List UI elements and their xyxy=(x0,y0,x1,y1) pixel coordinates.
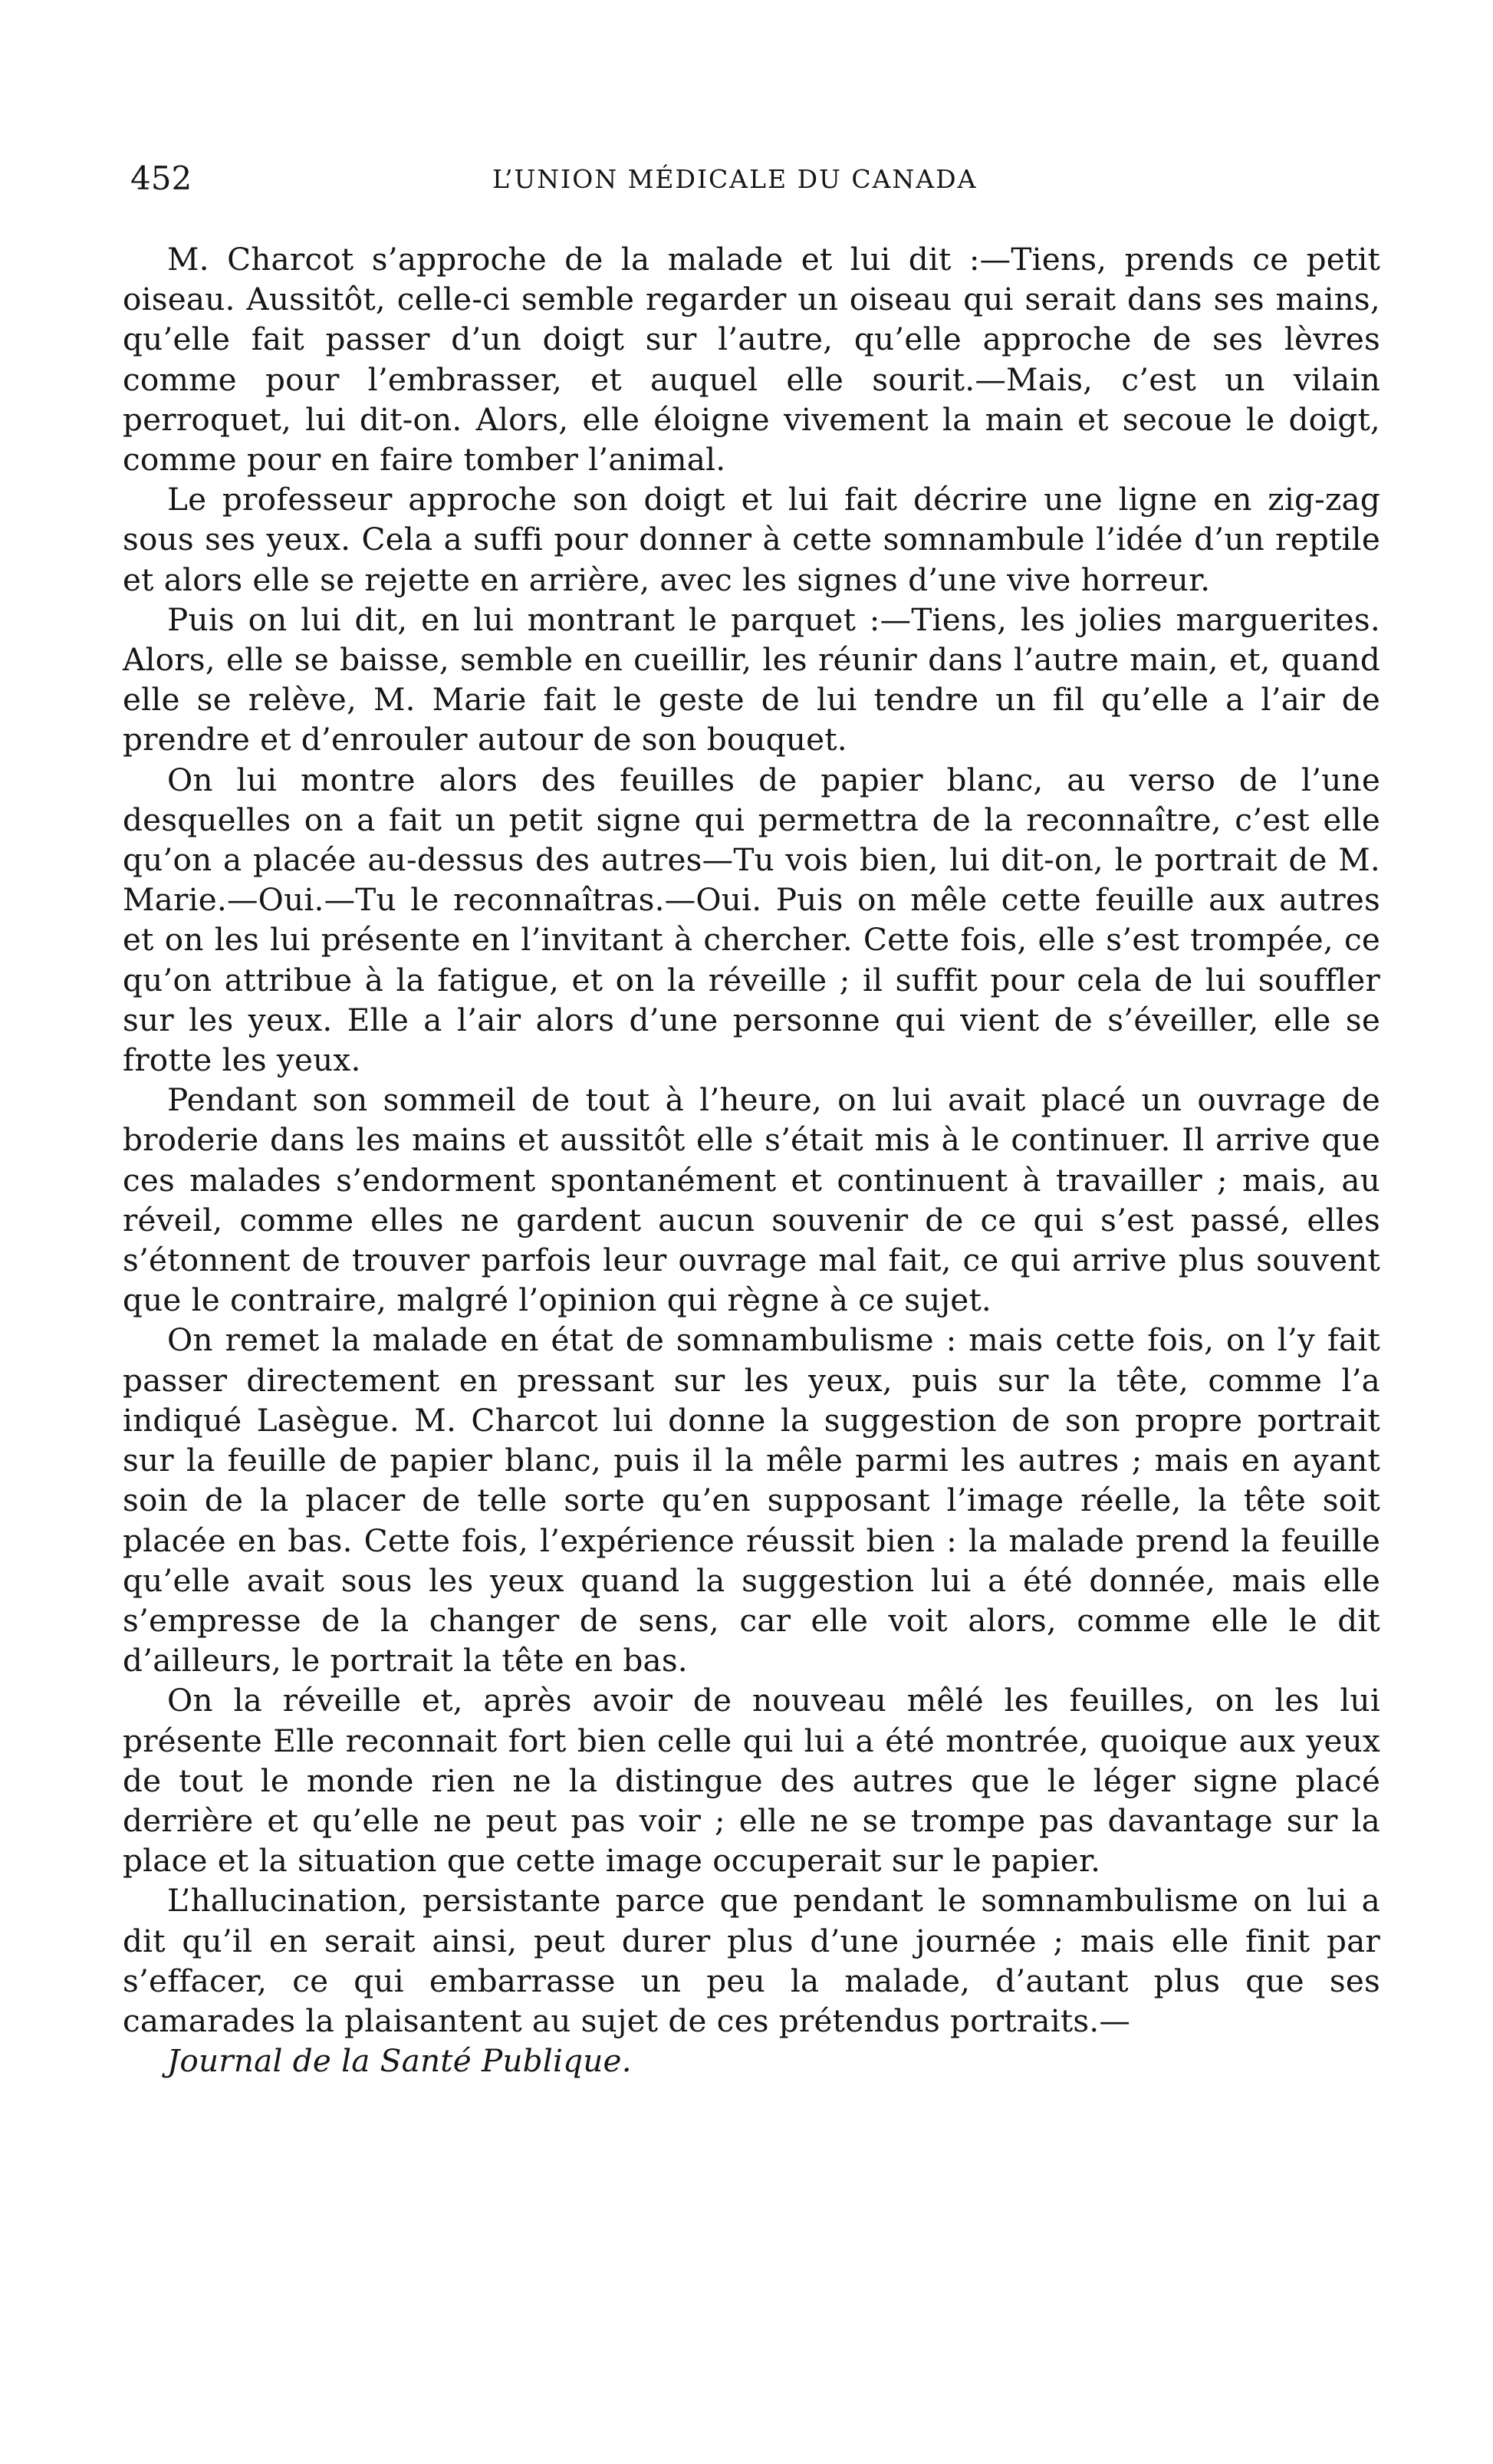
page-number: 452 xyxy=(130,160,192,197)
paragraph-hallucination: L’hallucination, persistante parce que pendant le somnambulisme on lui a dit qu’il en serait ainsi, peut durer plus d’une journée ; mais elle finit par s’effacer, ce qui embarrasse un peu la malade, d’autant plus que ses camarades la plaisantent au sujet de ces prétendus portraits.— xyxy=(123,1882,1380,2039)
article-body xyxy=(123,239,1380,2081)
paragraph-portrait-sheets: On lui montre alors des feuilles de papier blanc, au verso de l’une desquelles on a fait un petit signe qui permettra de la reconnaître, c’est elle qu’on a placée au-dessus des autres—Tu vois bien, lui dit-on, le portrait de M. Marie.—Oui.—Tu le reconnaîtras.—Oui. Puis on mêle cette feuille aux autres et on les lui présente en l’invitant à chercher. Cette fois, elle s’est trompée, ce qu’on attribue à la fatigue, et on la réveille ; il suffit pour cela de lui souffler sur les yeux. Elle a l’air alors d’une personne qui vient de s’éveiller, elle se frotte les yeux. xyxy=(123,761,1380,1079)
paragraph-embroidery: Pendant son sommeil de tout à l’heure, on lui avait placé un ouvrage de broderie dans les mains et aussitôt elle s’était mis à le continuer. Il arrive que ces malades s’endorment spontanément et continuent à travailler ; mais, au réveil, comme elles ne gardent aucun souvenir de ce qui s’est passé, elles s’étonnent de trouver parfois leur ouvrage mal fait, ce qui arrive plus souvent que le contraire, malgré l’opinion qui règne à ce sujet. xyxy=(123,1081,1380,1319)
paragraph-marguerites: Puis on lui dit, en lui montrant le parquet :—Tiens, les jolies marguerites. Alors, elle se baisse, semble en cueillir, les réunir dans l’autre main, et, quand elle se relève, M. Marie fait le geste de lui tendre un fil qu’elle a l’air de prendre et d’enrouler autour de son bouquet. xyxy=(123,600,1380,758)
journal-title: L’UNION MÉDICALE DU CANADA xyxy=(492,164,978,194)
running-head xyxy=(130,160,1051,206)
paragraph-somnambulism: On remet la malade en état de somnambulisme : mais cette fois, on l’y fait passer directement en pressant sur les yeux, puis sur la tête, comme l’a indiqué Lasègue. M. Charcot lui donne la suggestion de son propre portrait sur la feuille de papier blanc, puis il la mêle parmi les autres ; mais en ayant soin de la placer de telle sorte qu’en supposant l’image réelle, la tête soit placée en bas. Cette fois, l’expérience réussit bien : la malade prend la feuille qu’elle avait sous les yeux quand la suggestion lui a été donnée, mais elle s’empresse de la changer de sens, car elle voit alors, comme elle le dit d’ailleurs, le portrait la tête en bas. xyxy=(123,1321,1380,1679)
paragraph-reptile: Le professeur approche son doigt et lui fait décrire une ligne en zig-zag sous ses yeux. Cela a suffi pour donner à cette somnambule l’idée d’un reptile et alors elle se rejette en arrière, avec les signes d’une vive horreur. xyxy=(123,481,1380,598)
paragraph-charcot-bird: M. Charcot s’approche de la malade et lui dit :—Tiens, prends ce petit oiseau. Aussitôt, celle-ci semble regarder un oiseau qui serait dans ses mains, qu’elle fait passer d’un doigt sur l’autre, qu’elle approche de ses lèvres comme pour l’embrasser, et auquel elle sourit.—Mais, c’est un vilain perroquet, lui dit-on. Alors, elle éloigne vivement la main et secoue le doigt, comme pour en faire tomber l’animal. xyxy=(123,241,1380,479)
paragraph-awakening: On la réveille et, après avoir de nouveau mêlé les feuilles, on les lui présente Elle reconnait fort bien celle qui lui a été montrée, quoique aux yeux de tout le monde rien ne la distingue des autres que le léger signe placé derrière et qu’elle ne peut pas voir ; elle ne se trompe pas davantage sur la place et la situation que cette image occuperait sur le papier. xyxy=(123,1682,1380,1880)
source-citation: Journal de la Santé Publique. xyxy=(167,2042,632,2080)
